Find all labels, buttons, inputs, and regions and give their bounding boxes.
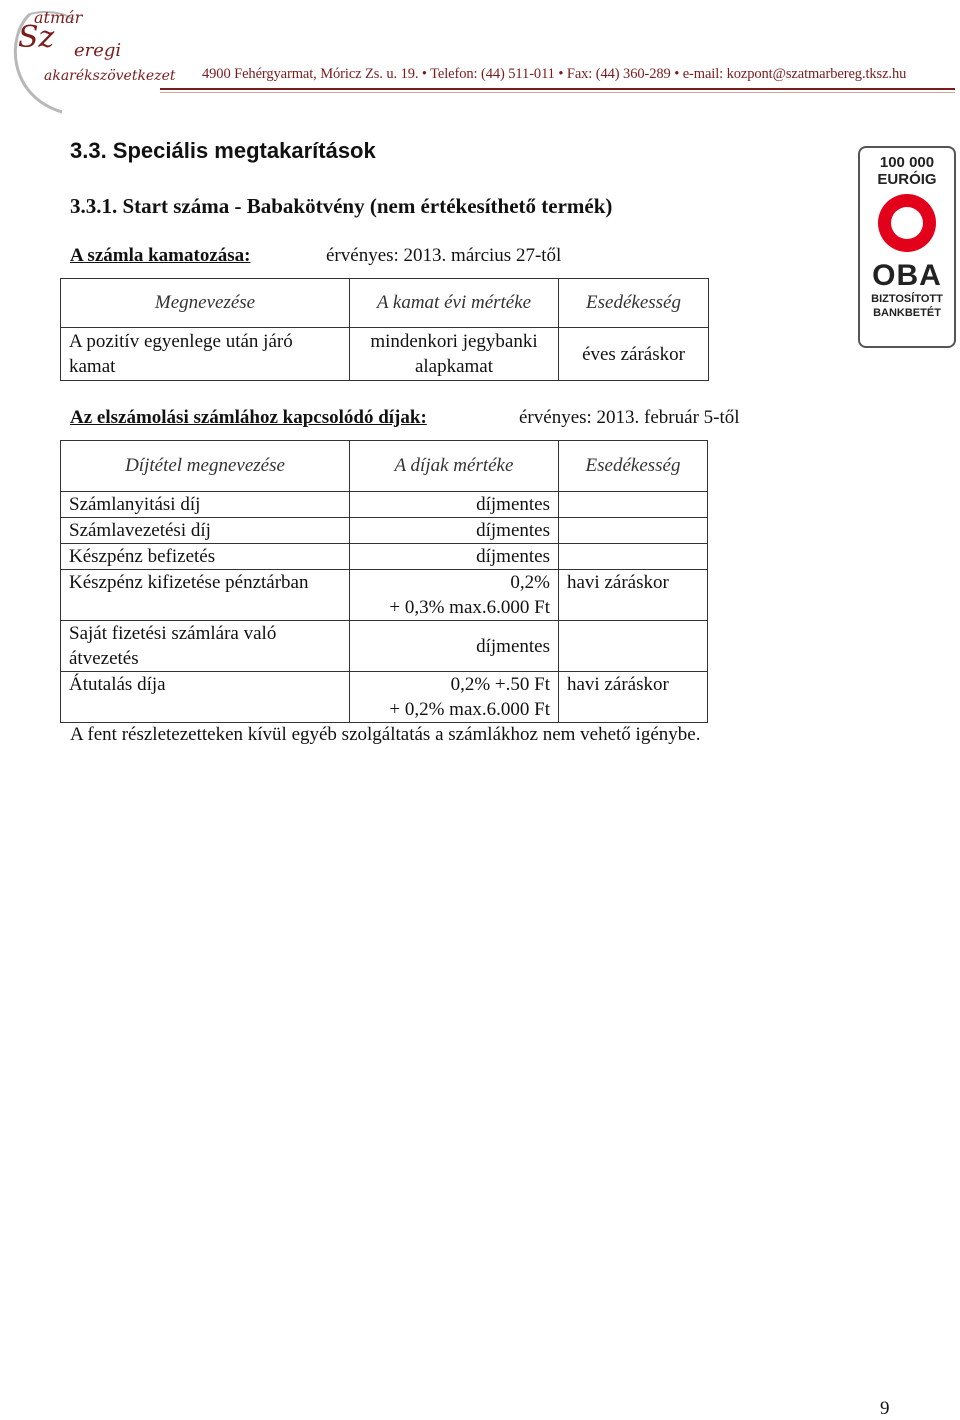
table-row (61, 570, 708, 621)
table-cell: havi záráskor (559, 672, 708, 723)
fee-value-extra: + 0,2% max.6.000 Ft (389, 699, 550, 720)
table-cell: A pozitív egyenlege után járó kamat (61, 328, 350, 381)
oba-badge (858, 146, 956, 348)
table-header-row (61, 279, 709, 328)
table-cell: díjmentes (350, 518, 559, 544)
table-cell: díjmentes (350, 544, 559, 570)
table-cell (559, 544, 708, 570)
section-title: 3.3. Speciális megtakarítások (70, 138, 376, 163)
logo-text-3: eregi (74, 40, 122, 61)
fees-table (60, 440, 708, 723)
oba-name: OBA (872, 259, 942, 292)
table-cell (350, 672, 559, 723)
table-cell: mindenkori jegybanki alapkamat (350, 328, 559, 381)
table-row (61, 328, 709, 381)
table-cell: Készpénz kifizetése pénztárban (61, 570, 350, 621)
table-cell (559, 518, 708, 544)
table-row (61, 518, 708, 544)
fees-label: Az elszámolási számlához kapcsolódó díjak: (70, 407, 427, 428)
header-cell: A díjak mértéke (350, 441, 559, 492)
table-row (61, 672, 708, 723)
logo-text-1: atmár (34, 8, 83, 27)
table-cell: Átutalás díja (61, 672, 350, 723)
header-cell: Megnevezése (61, 279, 350, 328)
header-cell: A kamat évi mértéke (350, 279, 559, 328)
table-cell: Készpénz befizetés (61, 544, 350, 570)
table-cell: Saját fizetési számlára való átvezetés (61, 621, 350, 672)
table-cell: díjmentes (350, 492, 559, 518)
oba-ring-icon (878, 194, 936, 252)
header-cell: Esedékesség (559, 279, 709, 328)
header-cell: Esedékesség (559, 441, 708, 492)
interest-label: A számla kamatozása: (70, 245, 251, 266)
table-cell: havi záráskor (559, 570, 708, 621)
oba-sub-2: BANKBETÉT (873, 307, 941, 319)
oba-sub-1: BIZTOSÍTOTT (871, 293, 943, 305)
oba-amount: 100 000 EURÓIG (877, 154, 937, 188)
table-row (61, 621, 708, 672)
table-cell (350, 570, 559, 621)
header-cell: Díjtétel megnevezése (61, 441, 350, 492)
letterhead-contact: 4900 Fehérgyarmat, Móricz Zs. u. 19. • Telefon: (44) 511-011 • Fax: (44) 360-289 • e-mail: kozpont@szatmarbereg.tksz.hu (202, 66, 907, 82)
fees-valid: érvényes: 2013. február 5-től (519, 407, 740, 428)
interest-valid: érvényes: 2013. március 27-től (326, 245, 562, 266)
table-cell: éves záráskor (559, 328, 709, 381)
logo-text-2: Sz (18, 20, 55, 55)
fee-value-extra: + 0,3% max.6.000 Ft (389, 597, 550, 618)
page-number: 9 (880, 1398, 890, 1419)
table-cell: Számlavezetési díj (61, 518, 350, 544)
bank-logo (4, 6, 184, 116)
table-header-row (61, 441, 708, 492)
interest-table (60, 278, 709, 381)
table-cell: díjmentes (350, 621, 559, 672)
table-row (61, 492, 708, 518)
table-row (61, 544, 708, 570)
fee-value: 0,2% (510, 572, 550, 593)
subsection-title: 3.3.1. Start száma - Babakötvény (nem értékesíthető termék) (70, 194, 613, 218)
letterhead-rule-thin (160, 92, 955, 93)
table-cell: Számlanyitási díj (61, 492, 350, 518)
table-cell (559, 621, 708, 672)
fee-value: 0,2% +.50 Ft (450, 674, 550, 695)
logo-text-4: akarékszövetkezet (44, 68, 176, 84)
letterhead-rule (160, 88, 955, 90)
table-cell (559, 492, 708, 518)
footnote: A fent részletezetteken kívül egyéb szolgáltatás a számlákhoz nem vehető igénybe. (70, 724, 701, 745)
